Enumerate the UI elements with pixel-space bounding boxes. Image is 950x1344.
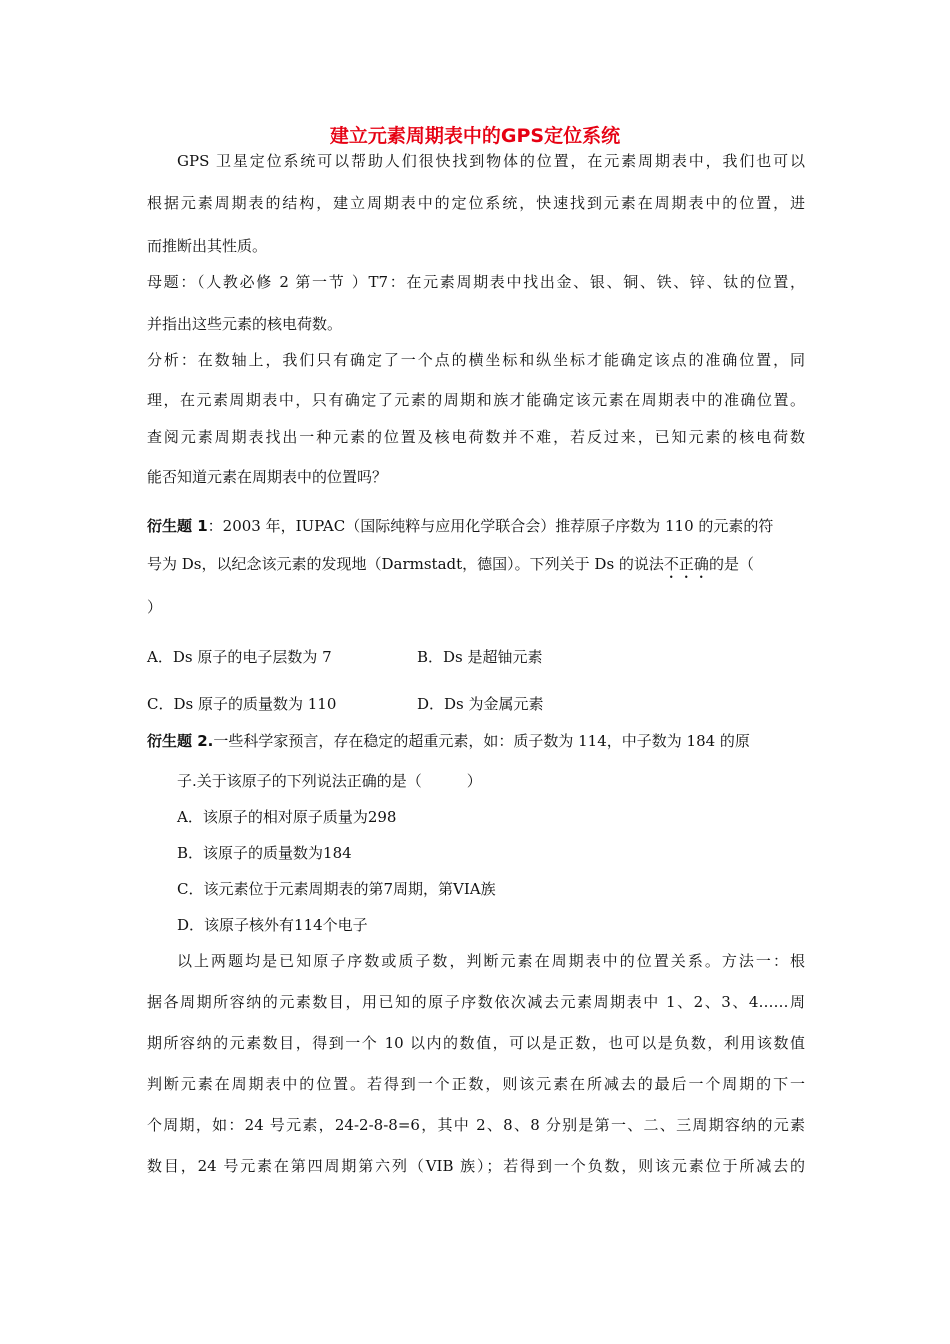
question-2-option-b: B．该原子的质量数为184 bbox=[177, 844, 352, 862]
method-line-2: 据各周期所容纳的元素数目，用已知的原子序数依次减去元素周期表中 1、2、3、4……周 bbox=[147, 993, 805, 1011]
question-1-option-a: A．Ds 原子的电子层数为 7 bbox=[147, 648, 332, 666]
question-2-stem-start: 一些科学家预言，存在稳定的超重元素，如：质子数为 114，中子数为 184 的原 bbox=[213, 732, 750, 750]
question-1-line-2 bbox=[147, 554, 754, 582]
mother-problem-line-2: 并指出这些元素的核电荷数。 bbox=[147, 315, 343, 333]
question-1-stem-start: ：2003 年，IUPAC（国际纯粹与应用化学联合会）推荐原子序数为 110 的元素的符 bbox=[207, 517, 774, 535]
question-1-stem-middle: 号为 Ds，以纪念该元素的发现地（Darmstadt，德国）。下列关于 Ds 的说法 bbox=[147, 555, 664, 573]
question-1-option-b: B．Ds 是超铀元素 bbox=[417, 648, 543, 666]
question-2-line-2: 子.关于该原子的下列说法正确的是（ ） bbox=[177, 772, 482, 790]
intro-line-2: 根据元素周期表的结构，建立周期表中的定位系统，快速找到元素在周期表中的位置，进 bbox=[147, 194, 805, 212]
question-2-option-c: C．该元素位于元素周期表的第7周期，第VIA族 bbox=[177, 880, 496, 898]
method-line-3: 期所容纳的元素数目，得到一个 10 以内的数值，可以是正数，也可以是负数，利用该数值 bbox=[147, 1034, 805, 1052]
method-line-6: 数目，24 号元素在第四周期第六列（VIB 族）；若得到一个负数，则该元素位于所减去的 bbox=[147, 1157, 805, 1175]
emphasis-not-correct: 不正确 bbox=[663, 555, 709, 573]
intro-line-1: GPS 卫星定位系统可以帮助人们很快找到物体的位置，在元素周期表中，我们也可以 bbox=[177, 152, 805, 170]
page-title: 建立元素周期表中的GPS定位系统 bbox=[329, 125, 621, 147]
analysis-line-2: 理，在元素周期表中，只有确定了元素的周期和族才能确定该元素在周期表中的准确位置。 bbox=[147, 391, 805, 409]
question-2-label: 衍生题 2. bbox=[147, 732, 214, 750]
question-2-option-d: D．该原子核外有114个电子 bbox=[177, 916, 368, 934]
method-line-1: 以上两题均是已知原子序数或质子数，判断元素在周期表中的位置关系。方法一：根 bbox=[177, 952, 805, 970]
question-1-line-3: ） bbox=[147, 598, 163, 616]
analysis-line-4: 能否知道元素在周期表中的位置吗？ bbox=[147, 468, 388, 486]
analysis-line-3: 查阅元素周期表找出一种元素的位置及核电荷数并不难，若反过来，已知元素的核电荷数 bbox=[147, 428, 805, 446]
question-1-option-d: D．Ds 为金属元素 bbox=[417, 695, 544, 713]
method-line-5: 个周期，如：24 号元素，24-2-8-8=6，其中 2、8、8 分别是第一、二、三周期容纳的元素 bbox=[147, 1116, 805, 1134]
analysis-line-1: 分析：在数轴上，我们只有确定了一个点的横坐标和纵坐标才能确定该点的准确位置，同 bbox=[147, 351, 805, 369]
question-1-stem-end: 的是（ bbox=[708, 555, 754, 573]
question-2-line-1 bbox=[147, 731, 750, 751]
question-1-line-1 bbox=[147, 516, 773, 536]
question-1-label: 衍生题 1 bbox=[147, 517, 208, 535]
question-2-option-a: A．该原子的相对原子质量为298 bbox=[177, 808, 397, 826]
intro-line-3: 而推断出其性质。 bbox=[147, 237, 268, 255]
mother-problem-line-1: 母题：（人教必修 2 第一节 ）T7：在元素周期表中找出金、银、铜、铁、锌、钛的位置， bbox=[147, 273, 805, 291]
question-1-option-c: C．Ds 原子的质量数为 110 bbox=[147, 695, 337, 713]
method-line-4: 判断元素在周期表中的位置。若得到一个正数，则该元素在所减去的最后一个周期的下一 bbox=[147, 1075, 805, 1093]
